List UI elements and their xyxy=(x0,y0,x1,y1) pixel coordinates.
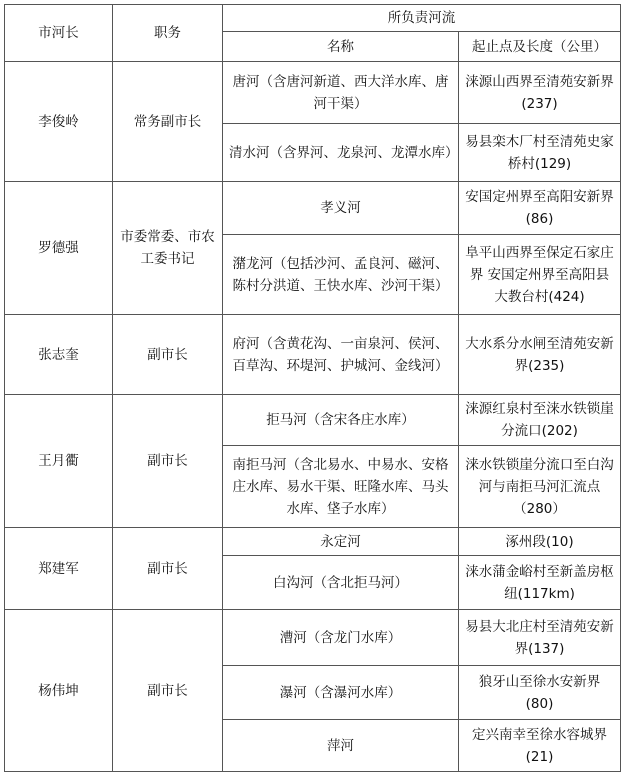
header-duty: 职务 xyxy=(113,5,223,62)
header-rivers: 所负责河流 xyxy=(223,5,621,32)
river-range: 涞源红泉村至涞水铁锁崖分流口(202) xyxy=(459,395,621,446)
river-name: 清水河（含界河、龙泉河、龙潭水库） xyxy=(223,124,459,182)
header-chief: 市河长 xyxy=(5,5,113,62)
chief-duty: 副市长 xyxy=(113,610,223,772)
river-range: 涿州段(10) xyxy=(459,528,621,556)
chief-name: 王月衢 xyxy=(5,395,113,528)
river-range: 狼牙山至徐水安新界(80) xyxy=(459,666,621,720)
river-name: 拒马河（含宋各庄水库） xyxy=(223,395,459,446)
river-name: 永定河 xyxy=(223,528,459,556)
river-name: 潴龙河（包括沙河、孟良河、磁河、陈村分洪道、王快水库、沙河干渠） xyxy=(223,235,459,315)
river-chief-table xyxy=(4,4,621,772)
river-range: 阜平山西界至保定石家庄界 安国定州界至高阳县大教台村(424) xyxy=(459,235,621,315)
chief-duty: 副市长 xyxy=(113,395,223,528)
river-name: 唐河（含唐河新道、西大洋水库、唐河干渠） xyxy=(223,62,459,124)
river-range: 涞源山西界至清苑安新界(237) xyxy=(459,62,621,124)
header-range: 起止点及长度（公里） xyxy=(459,32,621,62)
chief-duty: 常务副市长 xyxy=(113,62,223,182)
chief-name: 杨伟坤 xyxy=(5,610,113,772)
chief-name: 罗德强 xyxy=(5,182,113,315)
river-name: 府河（含黄花沟、一亩泉河、侯河、百草沟、环堤河、护城河、金线河） xyxy=(223,315,459,395)
chief-duty: 市委常委、市农工委书记 xyxy=(113,182,223,315)
river-range: 定兴南幸至徐水容城界(21) xyxy=(459,720,621,772)
chief-duty: 副市长 xyxy=(113,315,223,395)
river-range: 易县大北庄村至清苑安新界(137) xyxy=(459,610,621,666)
river-range: 涞水铁锁崖分流口至白沟河与南拒马河汇流点（280） xyxy=(459,446,621,528)
river-range: 涞水蒲金峪村至新盖房枢纽(117km) xyxy=(459,556,621,610)
chief-name: 李俊岭 xyxy=(5,62,113,182)
river-name: 孝义河 xyxy=(223,182,459,235)
river-range: 大水系分水闸至清苑安新界(235) xyxy=(459,315,621,395)
river-name: 白沟河（含北拒马河） xyxy=(223,556,459,610)
river-name: 南拒马河（含北易水、中易水、安格庄水库、易水干渠、旺隆水库、马头水库、垡子水库） xyxy=(223,446,459,528)
header-river-name: 名称 xyxy=(223,32,459,62)
chief-name: 郑建军 xyxy=(5,528,113,610)
chief-name: 张志奎 xyxy=(5,315,113,395)
chief-duty: 副市长 xyxy=(113,528,223,610)
river-name: 萍河 xyxy=(223,720,459,772)
river-range: 安国定州界至高阳安新界(86) xyxy=(459,182,621,235)
river-name: 漕河（含龙门水库） xyxy=(223,610,459,666)
river-name: 瀑河（含瀑河水库） xyxy=(223,666,459,720)
river-range: 易县栾木厂村至清苑史家桥村(129) xyxy=(459,124,621,182)
